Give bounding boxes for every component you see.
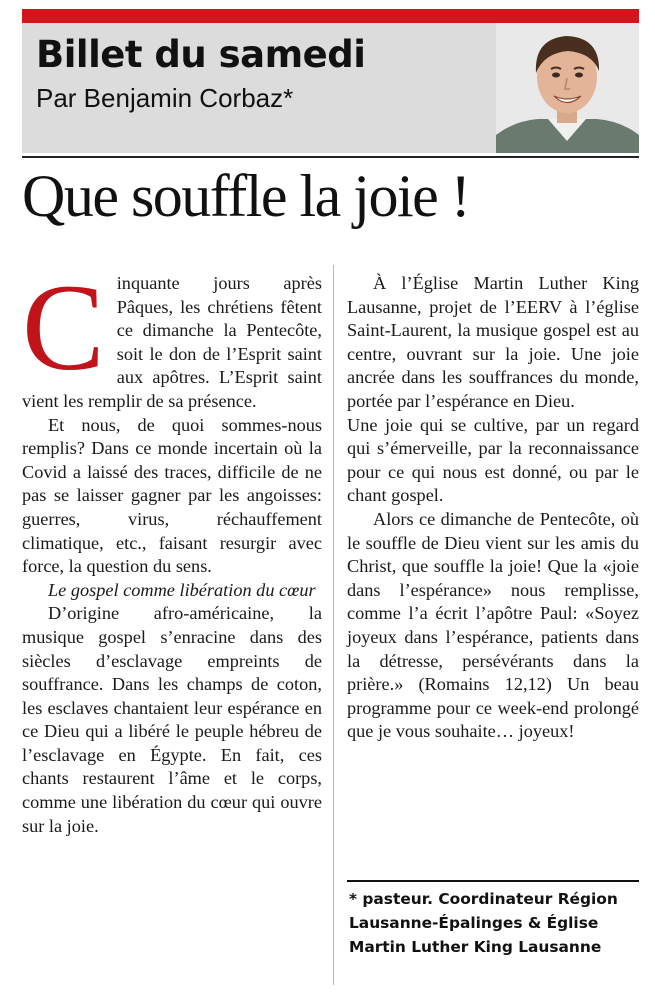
article-paragraph: D’origine afro-américaine, la musique gospel s’enracine dans des siècles d’esclavage empreints de souffrance. Dans les champs de coton, les esclaves chantaient leur espérance en ce Dieu qui a libéré le peuple hébreu de l’esclavage en Égypte. En fait, ces chants restaurent l’âme et le corps, comme une libération du cœur qui ouvre sur la joie.	[22, 603, 322, 836]
author-portrait	[496, 23, 639, 153]
author-footnote: * pasteur. Coordinateur Région Lausanne-Épalinges & Église Martin Luther King Lausanne	[349, 890, 618, 956]
article-paragraph: Alors ce dimanche de Pentecôte, où le souffle de Dieu vient sur les amis du Christ, que souffle la joie! Que la «joie dans l’espérance» nous remplisse, comme l’a écrit l’apôtre Paul: «Soyez joyeux dans l’espérance, patients dans la détresse, persévérants dans la prière.» (Romains 12,12) Un beau programme pour ce week-end prolongé que je vous souhaite… joyeux!	[347, 508, 639, 742]
footnote-rule	[347, 880, 639, 882]
paragraph-text: inquante jours après Pâques, les chrétiens fêtent ce dimanche la Pentecôte, soit le don de l’Esprit saint aux apôtres. L’Esprit saint vient les remplir de sa présence.	[22, 273, 322, 411]
article-column-left	[22, 259, 322, 838]
column-kicker: Billet du samedi	[36, 33, 366, 76]
author-byline: Par Benjamin Corbaz*	[36, 83, 294, 113]
headline-rule	[22, 156, 639, 158]
article-paragraph: À l’Église Martin Luther King Lausanne, projet de l’EERV à l’église Saint-Laurent, la musique gospel est au centre, ouvrant sur la joie. Une joie ancrée dans les souffrances du monde, portée par l’espérance en Dieu.	[347, 273, 639, 411]
drop-cap: C	[22, 259, 105, 396]
article-paragraph: Une joie qui se cultive, par un regard qui s’émerveille, par la reconnaissance pour ce qui nous est donné, ou par le chant gospel.	[347, 414, 639, 506]
column-header	[22, 23, 639, 153]
red-accent-bar	[22, 9, 639, 23]
column-divider	[333, 265, 334, 985]
article-paragraph	[22, 259, 322, 414]
article-paragraph: Et nous, de quoi sommes-nous remplis? Dans ce monde incertain où la Covid a laissé des traces, difficile de ne pas se laisser gagner par les angoisses: guerres, virus, réchauffement climatique, etc., faisant resurgir avec force, la question du sens.	[22, 414, 322, 577]
article-subheading: Le gospel comme libération du cœur	[48, 579, 316, 600]
article-column-right	[347, 272, 639, 744]
headline: Que souffle la joie !	[22, 163, 470, 229]
